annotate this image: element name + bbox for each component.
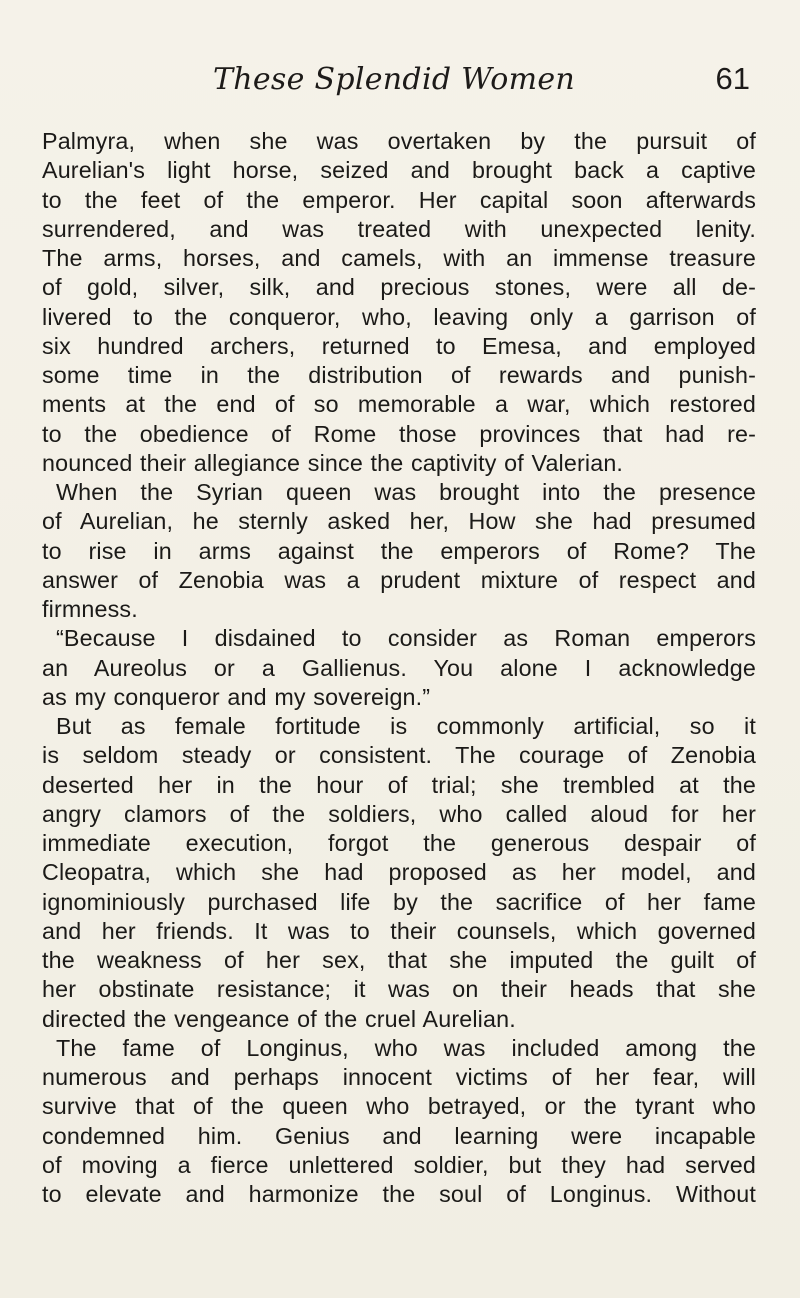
text-line: answer of Zenobia was a prudent mixture of respect and [42,566,756,593]
text-line: Cleopatra, which she had proposed as her model, and [42,859,756,886]
text-line: is seldom steady or consistent. The courage of Zenobia [42,742,756,769]
text-line: to the feet of the emperor. Her capital soon afterwards [42,186,756,213]
text-line: When the Syrian queen was brought into the presence [56,479,756,505]
text-line: as my conqueror and my sovereign.” [42,683,431,710]
text-line: six hundred archers, returned to Emesa, and employed [42,332,756,359]
text-line: her obstinate resistance; it was on their heads that she [42,976,756,1003]
text-line: Aurelian's light horse, seized and brought back a captive [42,157,756,184]
text-line: survive that of the queen who betrayed, or the tyrant who [42,1093,756,1120]
text-line: to elevate and harmonize the soul of Longinus. Without [42,1181,756,1207]
text-line: some time in the distribution of rewards and punish- [42,362,756,388]
running-head [42,61,750,102]
text-line: ments at the end of so memorable a war, which restored [42,391,756,418]
text-line: and her friends. It was to their counsels, which governed [42,917,756,944]
text-line: of Aurelian, he sternly asked her, How she had presumed [42,508,756,535]
text-line: Palmyra, when she was overtaken by the pursuit of [42,128,756,154]
text-line: ignominiously purchased life by the sacrifice of her fame [42,888,756,915]
text-line: angry clamors of the soldiers, who called aloud for her [42,800,756,827]
text-line: The arms, horses, and camels, with an immense treasure [42,245,756,271]
text-line: the weakness of her sex, that she imputed the guilt of [42,947,756,973]
page-number: 61 [715,61,750,96]
text-line: of moving a fierce unlettered soldier, but they had served [42,1151,756,1178]
text-line: an Aureolus or a Gallienus. You alone I acknowledge [42,654,756,681]
body-text [42,127,756,1209]
text-line: directed the vengeance of the cruel Aurelian. [42,1005,516,1032]
text-line: livered to the conqueror, who, leaving only a garrison of [42,303,756,330]
text-line: surrendered, and was treated with unexpected lenity. [42,215,756,242]
text-line: to the obedience of Rome those provinces that had re- [42,420,756,447]
running-title: These Splendid Women [212,62,576,97]
text-line: But as female fortitude is commonly artificial, so it [56,713,756,739]
text-line: condemned him. Genius and learning were incapable [42,1122,756,1149]
text-line: “Because I disdained to consider as Roman emperors [56,625,756,652]
text-line: numerous and perhaps innocent victims of her fear, will [42,1064,756,1090]
text-line: firmness. [42,596,138,622]
text-line: to rise in arms against the emperors of Rome? The [42,537,756,564]
text-line: nounced their allegiance since the captivity of Valerian. [42,449,624,476]
text-line: deserted her in the hour of trial; she trembled at the [42,771,756,798]
text-line: The fame of Longinus, who was included among the [56,1034,756,1061]
text-line: immediate execution, forgot the generous despair of [42,830,756,856]
text-line: of gold, silver, silk, and precious stones, were all de- [42,274,756,301]
